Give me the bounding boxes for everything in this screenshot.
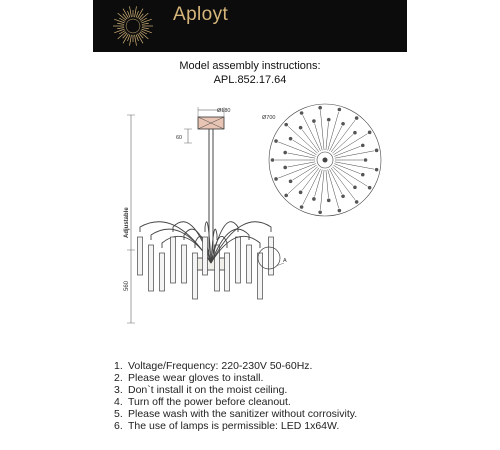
plan-lamp-end: [375, 168, 379, 172]
plan-spoke: [328, 170, 339, 208]
instruction-number: 2.: [114, 372, 123, 384]
model-number: APL.852.17.64: [213, 74, 287, 86]
plan-spoke: [326, 170, 329, 198]
plan-lamp-end: [300, 111, 304, 115]
plan-spoke: [288, 153, 316, 158]
plan-lamp-end: [312, 197, 316, 201]
instruction-text: The use of lamps is permissible: LED 1x64W.: [128, 420, 340, 432]
instruction-text: Please wash with the sanitizer without corrosivity.: [128, 408, 358, 420]
light-tube: [149, 245, 154, 291]
plan-spoke: [293, 165, 317, 180]
logo-ray: [135, 35, 137, 46]
plan-lamp-end: [283, 151, 287, 155]
instruction-text: Don`t install it on the moist ceiling.: [128, 384, 288, 396]
plan-lamp-end: [364, 158, 368, 162]
plan-lamp-end: [368, 131, 372, 135]
logo-ray: [141, 29, 151, 33]
instruction-item: [114, 396, 434, 408]
canopy-diameter-label: Ø180: [217, 108, 231, 114]
plan-lamp-end: [368, 186, 372, 190]
plan-spoke: [303, 169, 321, 205]
plan-lamp-end: [283, 166, 287, 170]
instruction-item: [114, 420, 434, 432]
light-tube: [203, 237, 208, 275]
light-tube: [247, 245, 252, 283]
instruction-number: 6.: [114, 420, 123, 432]
instruction-item: [114, 372, 434, 384]
logo-ray: [114, 29, 124, 33]
plan-lamp-end: [355, 116, 359, 120]
plan-lamp-end: [300, 205, 304, 209]
document-title: Model assembly instructions:: [179, 60, 321, 72]
logo-ray: [138, 9, 144, 19]
logo-ray: [117, 28, 124, 29]
plan-lamp-end: [274, 139, 278, 143]
height-label: 560: [124, 280, 130, 291]
light-tube: [193, 253, 198, 299]
plan-lamp-end: [355, 200, 359, 204]
plan-lamp-end: [284, 123, 288, 127]
plan-lamp-end: [361, 173, 365, 177]
instruction-number: 1.: [114, 360, 123, 372]
logo-ray: [114, 19, 124, 23]
light-tube: [138, 237, 143, 275]
plan-view: [269, 104, 381, 216]
plan-lamp-end: [341, 194, 345, 198]
plan-spoke: [302, 168, 319, 190]
plan-spoke: [326, 122, 329, 150]
plan-lamp-end: [289, 137, 293, 141]
plan-spoke: [320, 110, 324, 150]
logo-ray: [130, 35, 132, 46]
plan-spoke: [320, 170, 324, 210]
plan-lamp-end: [289, 180, 293, 184]
logo-ray: [123, 34, 129, 44]
plan-lamp-end: [353, 131, 357, 135]
light-tube: [236, 237, 241, 283]
plan-lamp-end: [341, 122, 345, 126]
light-tube: [225, 253, 230, 291]
plan-spoke: [328, 112, 339, 150]
plan-spoke: [303, 115, 321, 151]
logo-ray: [142, 23, 149, 24]
instruction-number: 3.: [114, 384, 123, 396]
instruction-list: [114, 360, 434, 432]
plan-lamp-end: [327, 118, 331, 122]
light-tube: [182, 245, 187, 283]
plan-lamp-end: [284, 194, 288, 198]
plan-lamp-end: [375, 149, 379, 153]
instruction-item: [114, 360, 434, 372]
front-view: [127, 107, 284, 323]
plan-spoke: [302, 130, 319, 152]
logo-ray: [138, 34, 144, 44]
instruction-text: Turn off the power before cleanout.: [128, 396, 291, 408]
plan-lamp-end: [299, 126, 303, 130]
plan-spoke: [278, 142, 315, 156]
plan-spoke: [335, 162, 374, 169]
instruction-number: 4.: [114, 396, 123, 408]
instruction-item: [114, 408, 434, 420]
instruction-number: 5.: [114, 408, 123, 420]
plan-lamp-end: [318, 106, 322, 110]
plan-lamp-end: [338, 209, 342, 213]
logo-ray: [117, 23, 124, 24]
plan-lamp-end: [318, 210, 322, 214]
plan-spoke: [288, 162, 316, 167]
light-tube: [171, 237, 176, 283]
brand-name: Aployt: [173, 4, 229, 25]
plan-lamp-end: [361, 144, 365, 148]
plan-spoke: [293, 140, 317, 155]
adjustable-label: Adjustable: [124, 207, 130, 238]
sunburst-logo-icon: [113, 0, 153, 52]
side-dimension-label: 60: [176, 135, 183, 141]
logo-ray: [135, 6, 137, 17]
instruction-text: Please wear gloves to install.: [128, 372, 264, 384]
plan-spoke: [278, 164, 315, 178]
logo-ray: [141, 19, 151, 23]
plan-lamp-end: [353, 185, 357, 189]
brand-banner: [93, 0, 407, 52]
plan-lamp-end: [274, 177, 278, 181]
light-tube: [160, 253, 165, 291]
plan-lamp-end: [338, 108, 342, 112]
plan-lamp-end: [271, 158, 275, 162]
logo-ray: [130, 6, 132, 17]
instruction-item: [114, 384, 434, 396]
plan-lamp-end: [312, 119, 316, 123]
plan-spoke: [335, 151, 374, 158]
plan-diameter-label: Ø700: [262, 115, 276, 121]
plan-lamp-end: [327, 199, 331, 203]
instruction-text: Voltage/Frequency: 220-230V 50-60Hz.: [128, 360, 313, 372]
logo-ray: [123, 9, 129, 19]
plan-lamp-end: [299, 191, 303, 195]
logo-ray: [142, 28, 149, 29]
assembly-drawing: [0, 95, 500, 350]
detail-letter: A: [283, 258, 287, 264]
